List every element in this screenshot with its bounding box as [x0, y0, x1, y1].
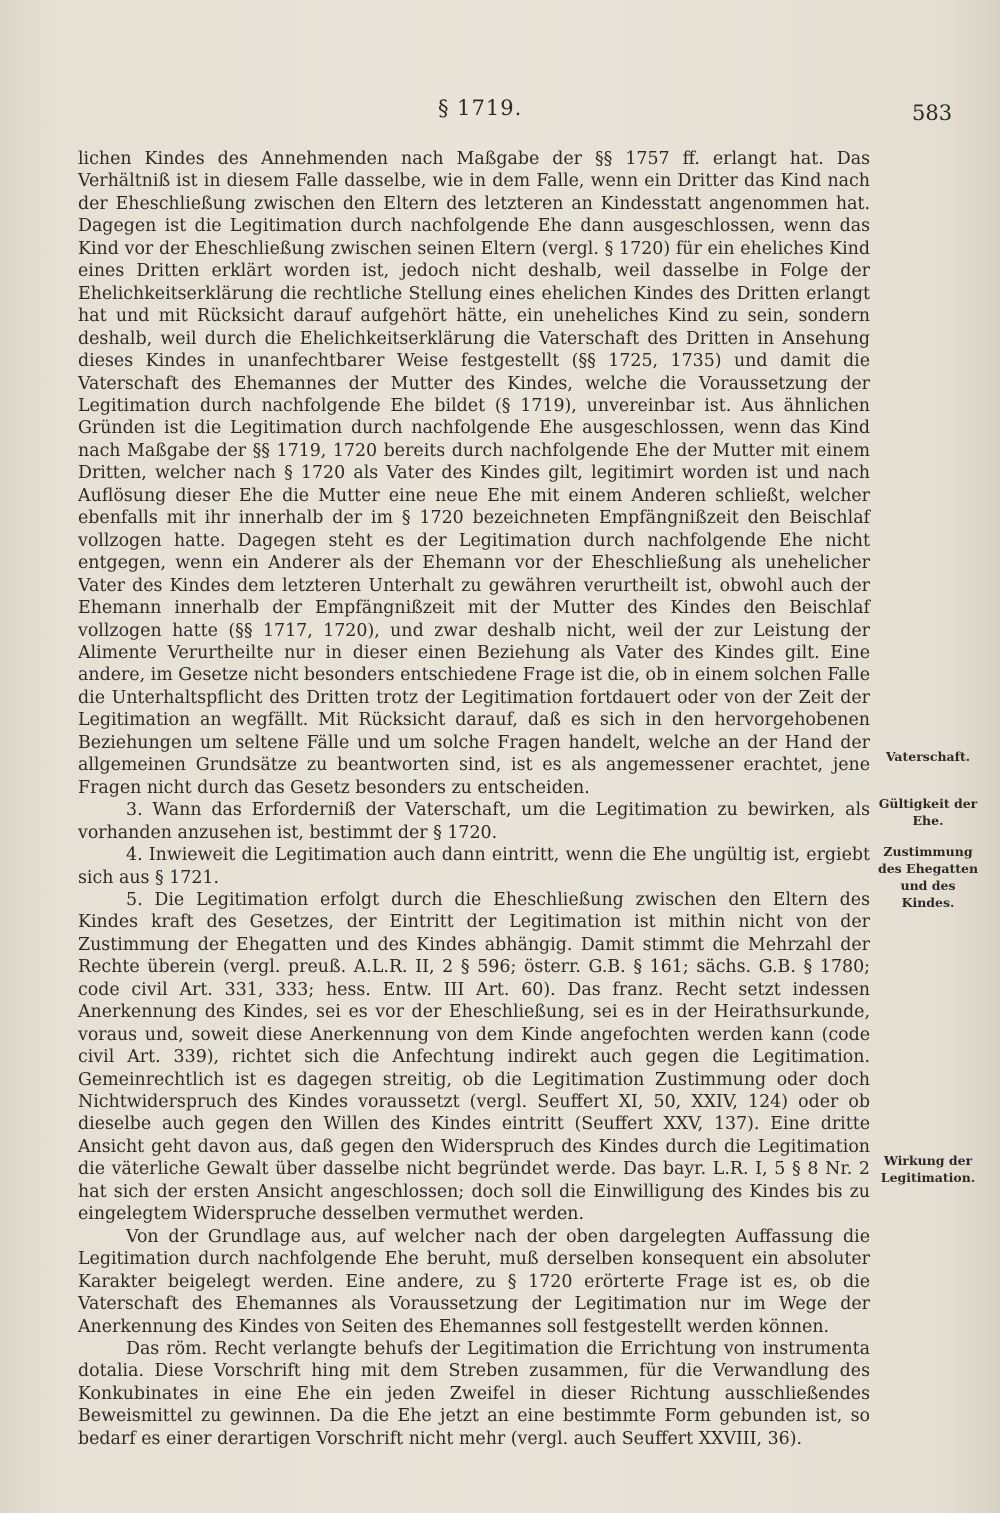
paragraph: 4. Inwieweit die Legitimation auch dann eintritt, wenn die Ehe ungültig ist, ergiebt sich aus § 1721. — [78, 845, 870, 888]
paragraph: lichen Kindes des Annehmenden nach Maßgabe der §§ 1757 ff. erlangt hat. Das Verhältniß ist in diesem Falle dasselbe, wie in dem Falle, wenn ein Dritter das Kind nach der Eheschließung zwischen den Eltern des letzteren an Kindesstatt angenommen hat. Dagegen ist die Legitimation durch nachfolgende Ehe dann ausgeschlossen, wenn das Kind vor der Eheschließung zwischen seinen Eltern (vergl. § 1720) für ein eheliches Kind eines Dritten erklärt worden ist, jedoch nicht deshalb, weil dasselbe in Folge der Ehelichkeitserklärung die rechtliche Stellung eines ehelichen Kindes des Dritten erlangt hat und mit Rücksicht darauf aufgehört hätte, ein uneheliches Kind zu sein, sondern deshalb, weil durch die Ehelichkeitserklärung die Vaterschaft des Dritten in Ansehung dieses Kindes in unanfechtbarer Weise festgestellt (§§ 1725, 1735) und damit die Vaterschaft des Ehemannes der Mutter des Kindes, welche die Voraussetzung der Legitimation durch nachfolgende Ehe bildet (§ 1719), unvereinbar ist. Aus ähnlichen Gründen ist die Legitimation durch nachfolgende Ehe ausgeschlossen, wenn das Kind nach Maßgabe der §§ 1719, 1720 bereits durch nachfolgende Ehe der Mutter mit einem Dritten, welcher nach § 1720 als Vater des Kindes gilt, legitimirt worden ist und nach Auflösung dieser Ehe die Mutter eine neue Ehe mit einem Anderen schließt, welcher ebenfalls mit ihr innerhalb der im § 1720 bezeichneten Empfängnißzeit den Beischlaf vollzogen hatte. Dagegen steht es der Legitimation durch nachfolgende Ehe nicht entgegen, wenn ein Anderer als der Ehemann vor der Eheschließung als unehelicher Vater des Kindes dem letzteren Unterhalt zu gewähren verurtheilt ist, obwohl auch der Ehemann innerhalb der Empfängnißzeit mit der Mutter des Kindes den Beischlaf vollzogen hatte (§§ 1717, 1720), und zwar deshalb nicht, weil der zur Leistung der Alimente Verurtheilte nur in dieser einen Beziehung als Vater des Kindes gilt. Eine andere, im Gesetze nicht besonders entschiedene Frage ist die, ob in einem solchen Falle die Unterhaltspflicht des Dritten trotz der Legitimation fortdauert oder von der Zeit der Legitimation an wegfällt. Mit Rücksicht darauf, daß es sich in den hervorgehobenen Beziehungen um seltene Fälle und um solche Fragen handelt, welche an der Hand der allgemeinen Grundsätze zu beantworten sind, ist es als angemessener erachtet, jene Fragen nicht durch das Gesetz besonders zu entscheiden. — [78, 149, 870, 798]
margin-notes — [872, 0, 984, 1513]
margin-note: Gültigkeit der Ehe. — [878, 796, 978, 828]
page-number: 583 — [912, 101, 953, 125]
section-reference: § 1719. — [438, 96, 523, 120]
margin-note: Vaterschaft. — [885, 749, 971, 764]
paragraph: 5. Die Legitimation erfolgt durch die Eheschließung zwischen den Eltern des Kindes kraft des Gesetzes, der Eintritt der Legitimation ist mithin nicht von der Zustimmung der Ehegatten und des Kindes abhängig. Damit stimmt die Mehrzahl der Rechte überein (vergl. preuß. A.L.R. II, 2 § 596; österr. G.B. § 161; sächs. G.B. § 1780; code civil Art. 331, 333; hess. Entw. III Art. 60). Das franz. Recht setzt indessen Anerkennung des Kindes, sei es vor der Eheschließung, sei es in der Heirathsurkunde, voraus und, soweit diese Anerkennung von dem Kinde angefochten werden kann (code civil Art. 339), richtet sich die Anfechtung indirekt auch gegen die Legitimation. Gemeinrechtlich ist es dagegen streitig, ob die Legitimation Zustimmung oder doch Nichtwiderspruch des Kindes voraussetzt (vergl. Seuffert XI, 50, XXIV, 124) oder ob dieselbe auch gegen den Willen des Kindes eintritt (Seuffert XXV, 137). Eine dritte Ansicht geht davon aus, daß gegen den Widerspruch des Kindes durch die Legitimation die väterliche Gewalt über dasselbe nicht begründet werde. Das bayr. L.R. I, 5 § 8 Nr. 2 hat sich der ersten Ansicht angeschlossen; doch soll die Einwilligung des Kindes bis zu eingelegtem Widerspruche desselben vermuthet werden. — [78, 889, 870, 1225]
paragraph: 3. Wann das Erforderniß der Vaterschaft, um die Legitimation zu bewirken, als vorhanden anzusehen ist, bestimmt der § 1720. — [78, 800, 870, 843]
paragraph: Das röm. Recht verlangte behufs der Legitimation die Errichtung von instrumenta dotalia. Diese Vorschrift hing mit dem Streben zusammen, für die Verwandlung des Konkubinates in eine Ehe ein jeden Zweifel in dieser Richtung ausschließendes Beweismittel zu gewinnen. Da die Ehe jetzt an eine bestimmte Form gebunden ist, so bedarf es einer derartigen Vorschrift nicht mehr (vergl. auch Seuffert XXVIII, 36). — [78, 1339, 870, 1449]
margin-note: Wirkung der Legitimation. — [880, 1153, 976, 1185]
paragraph: Von der Grundlage aus, auf welcher nach der oben dargelegten Auffassung die Legitimation durch nachfolgende Ehe beruht, muß derselben konsequent ein absoluter Karakter beigelegt werden. Eine andere, zu § 1720 erörterte Frage ist es, ob die Vaterschaft des Ehemannes als Voraussetzung der Legitimation nur im Wege der Anerkennung des Kindes von Seiten des Ehemannes soll festgestellt werden können. — [78, 1226, 870, 1337]
page-header — [0, 96, 1000, 136]
margin-note: Zustimmung des Ehegatten und des Kindes. — [877, 844, 979, 910]
main-text — [78, 148, 870, 1450]
